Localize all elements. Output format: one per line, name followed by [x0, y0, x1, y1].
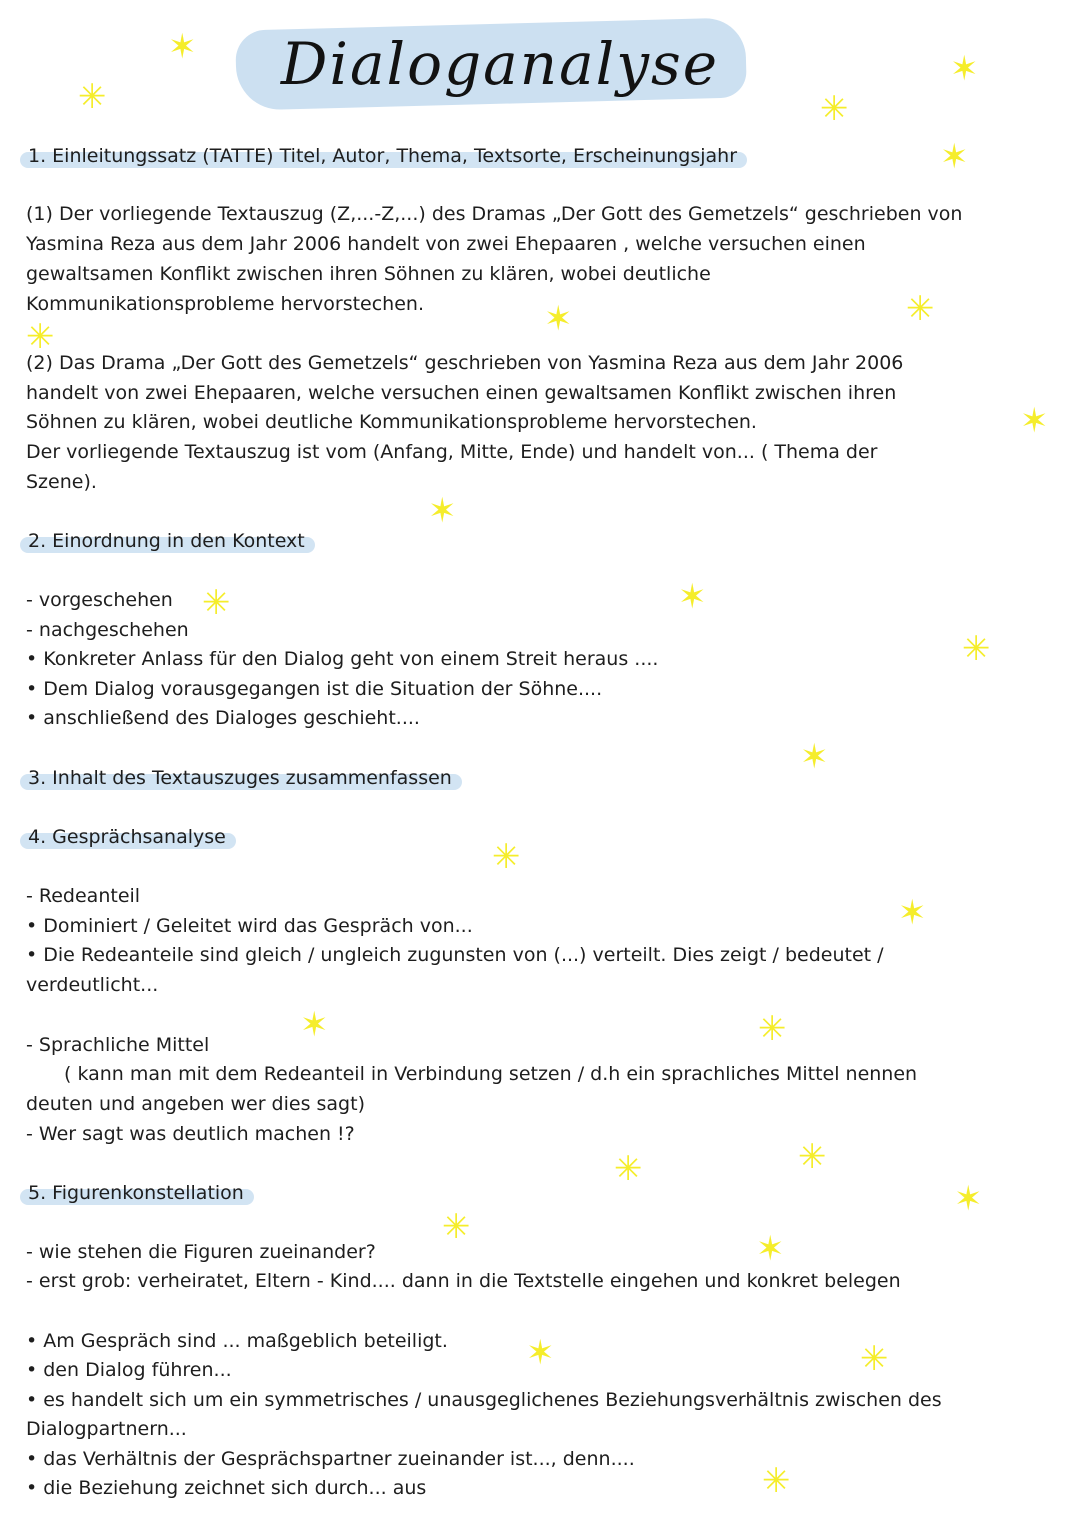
text-line: (2) Das Drama „Der Gott des Gemetzels“ geschrieben von Yasmina Reza aus dem Jahr 2006 [26, 352, 904, 374]
star-doodle-icon: ✳ [78, 77, 107, 117]
section-heading-2: 2. Einordnung in den Kontext [26, 527, 309, 555]
text-line: (1) Der vorliegende Textauszug (Z,...-Z,...) des Dramas „Der Gott des Gemetzels“ geschrieben von [26, 203, 963, 225]
list-item: • den Dialog führen... [26, 1359, 232, 1381]
list-item: • Konkreter Anlass für den Dialog geht von einem Streit heraus .... [26, 648, 659, 670]
section-heading-4: 4. Gesprächsanalyse [26, 823, 230, 851]
star-doodle-icon: ✶ [544, 299, 573, 339]
star-doodle-icon: ✶ [950, 49, 979, 89]
star-doodle-icon: ✶ [940, 137, 969, 177]
star-doodle-icon: ✳ [860, 1339, 889, 1379]
star-doodle-icon: ✶ [678, 577, 707, 617]
star-doodle-icon: ✳ [758, 1009, 787, 1049]
list-item: • Dem Dialog vorausgegangen ist die Situation der Söhne.... [26, 678, 603, 700]
section-heading-3: 3. Inhalt des Textauszuges zusammenfassen [26, 764, 456, 792]
star-doodle-icon: ✳ [906, 289, 935, 329]
section-heading-1: 1. Einleitungssatz (TATTE) Titel, Autor, Thema, Textsorte, Erscheinungsjahr [26, 142, 741, 170]
star-doodle-icon: ✳ [820, 89, 849, 129]
text-line: Yasmina Reza aus dem Jahr 2006 handelt von zwei Ehepaaren , welche versuchen einen [26, 233, 866, 255]
star-doodle-icon: ✳ [962, 629, 991, 669]
list-item: - Sprachliche Mittel [26, 1034, 210, 1056]
list-item: • Die Redeanteile sind gleich / ungleich zugunsten von (...) verteilt. Dies zeigt / bedeutet / [26, 944, 884, 966]
list-item: - Redeanteil [26, 885, 141, 907]
list-item: ( kann man mit dem Redeanteil in Verbindung setzen / d.h ein sprachliches Mittel nennen [64, 1063, 918, 1085]
list-item: - Wer sagt was deutlich machen !? [26, 1123, 355, 1145]
text-line: Kommunikationsprobleme hervorstechen. [26, 293, 424, 315]
list-item: - nachgeschehen [26, 619, 189, 641]
star-doodle-icon: ✳ [442, 1207, 471, 1247]
star-doodle-icon: ✳ [614, 1149, 643, 1189]
star-doodle-icon: ✳ [202, 583, 231, 623]
star-doodle-icon: ✶ [898, 893, 927, 933]
star-doodle-icon: ✳ [26, 317, 55, 357]
star-doodle-icon: ✶ [756, 1229, 785, 1269]
list-item: • es handelt sich um ein symmetrisches / unausgeglichenes Beziehungsverhältnis zwischen des [26, 1389, 942, 1411]
list-item: - vorgeschehen [26, 589, 173, 611]
text-line: Söhnen zu klären, wobei deutliche Kommunikationsprobleme hervorstechen. [26, 411, 757, 433]
star-doodle-icon: ✶ [526, 1333, 555, 1373]
text-line: gewaltsamen Konflikt zwischen ihren Söhnen zu klären, wobei deutliche [26, 263, 711, 285]
list-item: • Dominiert / Geleitet wird das Gespräch von... [26, 915, 473, 937]
star-doodle-icon: ✶ [428, 491, 457, 531]
star-doodle-icon: ✳ [798, 1137, 827, 1177]
star-doodle-icon: ✳ [492, 837, 521, 877]
star-doodle-icon: ✶ [1020, 401, 1049, 441]
star-doodle-icon: ✶ [300, 1005, 329, 1045]
page-title: Dialoganalyse [280, 30, 720, 98]
list-item: • Am Gespräch sind ... maßgeblich beteiligt. [26, 1330, 448, 1352]
list-item: • die Beziehung zeichnet sich durch... aus [26, 1477, 427, 1499]
list-item: - erst grob: verheiratet, Eltern - Kind.... dann in die Textstelle eingehen und konkret belegen [26, 1270, 901, 1292]
star-doodle-icon: ✶ [168, 27, 197, 67]
star-doodle-icon: ✶ [954, 1179, 983, 1219]
list-item: verdeutlicht... [26, 974, 159, 996]
text-line: Szene). [26, 471, 97, 493]
list-item: • das Verhältnis der Gesprächspartner zueinander ist..., denn.... [26, 1448, 635, 1470]
text-line: Der vorliegende Textauszug ist vom (Anfang, Mitte, Ende) und handelt von... ( Thema der [26, 441, 878, 463]
section-heading-5: 5. Figurenkonstellation [26, 1179, 248, 1207]
text-line: handelt von zwei Ehepaaren, welche versuchen einen gewaltsamen Konflikt zwischen ihren [26, 382, 897, 404]
list-item: • anschließend des Dialoges geschieht.... [26, 707, 420, 729]
list-item: Dialogpartnern... [26, 1418, 187, 1440]
star-doodle-icon: ✳ [762, 1461, 791, 1501]
list-item: - wie stehen die Figuren zueinander? [26, 1241, 376, 1263]
list-item: deuten und angeben wer dies sagt) [26, 1093, 365, 1115]
star-doodle-icon: ✶ [800, 737, 829, 777]
